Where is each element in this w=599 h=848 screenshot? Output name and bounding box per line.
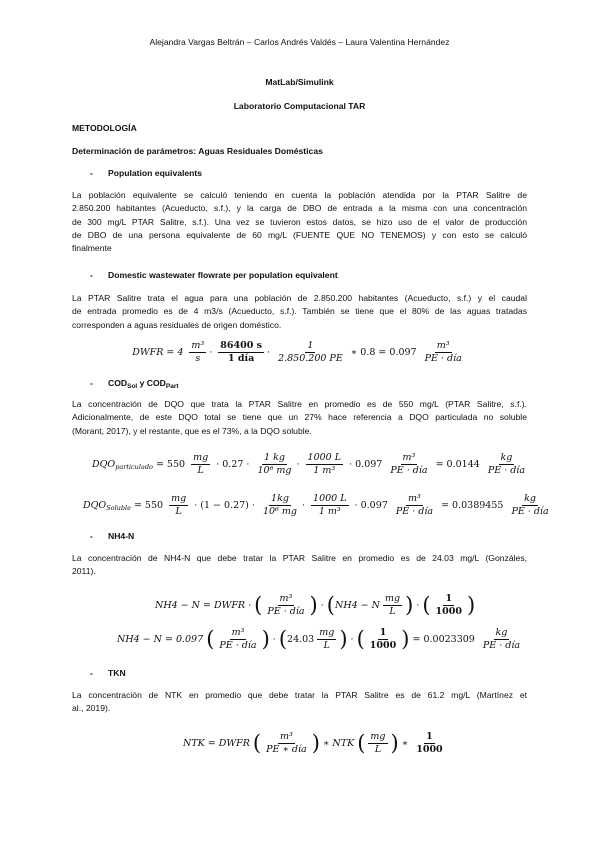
bullet-dash: - (90, 378, 93, 388)
frac-num: 1 kg (264, 452, 285, 463)
eq-term: = 550 (155, 458, 186, 470)
paragraph-line: finalmente (72, 243, 112, 254)
fraction (265, 593, 306, 618)
frac-num: mg (384, 593, 401, 604)
frac-num: mg (319, 627, 335, 638)
frac-den: L (175, 505, 182, 517)
eq-term: · (1 − 0.27) · (194, 499, 255, 511)
frac-den: PE · día (219, 639, 257, 651)
bullet-subscript: Sol (127, 383, 138, 390)
bullet-dash: - (90, 531, 93, 541)
frac-den: s (195, 352, 201, 364)
paragraph-line: de entrada promedio es de 4 m3/s (Acueducto, s.f.). También se tiene que el 80% de las aguas tratadas (72, 306, 527, 317)
frac-den: PE · día (487, 464, 526, 476)
equation-dqo-particulado: $DQO_{particulado} = 550$ $\frac{mg}{L}$ · 0.27 · $\frac{1 kg}{\text{10⁶ mg}}$ · $\frac{1000 L}{\text{1 m³}}$ · 0.097 $\frac{\text{m³}}{\text{PE · día}}$ = 0.0144 $\frac{kg}{\text{PE · día}}$ (92, 452, 526, 476)
frac-den: 1000 (369, 639, 397, 651)
frac-den: 2.850.200 PE (278, 352, 343, 364)
frac-den: PE · día (424, 352, 462, 364)
paragraph-line: (Morant, 2017), y el restante, que es el 73%, a la DQO soluble. (72, 425, 312, 436)
equation-nh4-general: NH4 − N = DWFR · ( $\frac{\text{m³}}{\text{PE · día}}$ ) · (NH4 − N $\frac{mg}{L}$ ) · ( $\frac{1}{1000}$ ) (155, 592, 476, 617)
software-title: MatLab/Simulink (265, 77, 334, 87)
frac-num: kg (524, 493, 536, 504)
eq-term: = 0.0023309 (412, 633, 475, 645)
frac-num: 1 (307, 340, 314, 351)
fraction (434, 593, 464, 618)
eq-term: · 0.097 (354, 499, 388, 511)
subsection-heading-parameters: Determinación de parámetros: Aguas Residuales Domésticas (72, 146, 323, 156)
bullet-cod (90, 377, 179, 392)
frac-num: mg (193, 452, 209, 463)
paragraph-cod (72, 398, 527, 438)
bullet-population-equivalents (90, 167, 202, 180)
fraction (368, 731, 387, 756)
bullet-dash: - (90, 668, 93, 678)
eq-term: = 0.0144 (435, 458, 480, 470)
eq-term: · 0.097 (349, 458, 383, 470)
bullet-flowrate (90, 269, 338, 282)
bullet-label: Domestic wastewater flowrate per population equivalent (108, 270, 338, 280)
fraction (383, 593, 402, 618)
eq-term: NH4 − N = DWFR · (155, 599, 252, 611)
eq-term: = 550 (133, 499, 164, 511)
paragraph-nh4 (72, 552, 527, 579)
eq-term: NTK = DWFR (183, 737, 250, 749)
equation-nh4-value: NH4 − N = 0.097 ( $\frac{\text{m³}}{\text{PE · día}}$ ) · (24.03 $\frac{mg}{L}$ ) · ( $\frac{1}{1000}$ ) = 0.0023309 $\frac{kg}{\text{PE · día}}$ (117, 626, 521, 651)
frac-num: mg (171, 493, 187, 504)
eq-term: = 0.0389455 (441, 499, 504, 511)
frac-num: kg (500, 452, 513, 463)
frac-den: L (389, 605, 396, 617)
frac-den: PE · día (482, 639, 521, 651)
bullet-tkn (90, 667, 126, 680)
frac-num: mg (370, 731, 386, 742)
paragraph-line: de 300 mg/L PTAR Salitre, s.f.). Una vez se tuvieron estos datos, se hizo uso de el valor de producción (72, 216, 527, 227)
lab-title: Laboratorio Computacional TAR (233, 101, 366, 111)
paragraph-line: Adicionalmente, de este DQO total se tiene que un 27% hace referencia a DQO particulada no soluble (72, 412, 527, 423)
fraction (217, 627, 258, 652)
fraction (317, 627, 336, 652)
frac-den: PE · día (395, 505, 434, 517)
bullet-subscript: Part (165, 383, 179, 390)
frac-num: 86400 s (220, 340, 263, 351)
eq-subscript: particulado (115, 462, 153, 471)
paragraph-tkn (72, 689, 527, 716)
fraction (486, 452, 527, 477)
fraction (261, 493, 299, 518)
frac-num: 1 (379, 627, 387, 638)
paragraph-line: 2.850.200 habitantes (Acueducto, s.f.), y la carga de DBO de entrada a la misma con una concentración (72, 203, 527, 214)
fraction (255, 452, 293, 477)
frac-den: 10⁶ mg (262, 505, 297, 517)
frac-num: 1 (426, 731, 433, 742)
fraction (311, 493, 349, 518)
eq-term: ∗ NTK (322, 737, 355, 749)
eq-term: DQO (83, 499, 107, 511)
fraction (414, 731, 444, 756)
authors-header: Alejandra Vargas Beltrán – Carlos Andrés Valdés – Laura Valentina Hernández (149, 37, 450, 47)
frac-num: m³ (279, 593, 293, 604)
equation-ntk: NTK = DWFR ( $\frac{\text{m³}}{\text{PE ∗ día}}$ ) ∗ NTK ( $\frac{mg}{L}$ ) ∗ $\frac{1}{1000}$ (183, 730, 443, 755)
frac-num: m³ (402, 452, 416, 463)
fraction (388, 452, 429, 477)
paragraph-line: 2011). (72, 566, 96, 577)
bullet-label: NH4-N (108, 531, 135, 541)
equation-dqo-soluble: $DQO_{Soluble} = 550$ $\frac{mg}{L}$ · (1 − 0.27) · $\frac{1kg}{\text{10⁶ mg}}$ · $\frac{1000 L}{\text{1 m³}}$ · 0.097 $\frac{\text{m³}}{\text{PE · día}}$ = 0.0389455 $\frac{kg}{\text{PE · día}}$ (83, 493, 549, 517)
paragraph-line: La concentración de NTK en promedio que debe tratar la PTAR Salitre es de 61.2 mg/L (Martínez et (72, 690, 527, 700)
fraction (189, 340, 206, 365)
fraction (509, 493, 550, 518)
frac-den: 1 m³ (313, 464, 336, 476)
fraction (306, 452, 344, 477)
fraction (191, 452, 210, 477)
frac-den: L (197, 464, 204, 476)
section-heading-metodologia: METODOLOGÍA (72, 123, 137, 133)
frac-den: L (374, 743, 382, 755)
paragraph-line: La población equivalente se calculó teniendo en cuenta la población atendida por la PTAR Salitre de (72, 190, 527, 200)
frac-num: 1000 L (307, 452, 342, 463)
fraction (218, 340, 264, 365)
bullet-dash: - (90, 168, 93, 178)
eq-term: DQO (92, 458, 116, 470)
frac-den: L (323, 639, 330, 651)
frac-den: 10⁶ mg (257, 464, 292, 476)
frac-den: 1 día (227, 352, 255, 364)
frac-den: PE · día (267, 605, 305, 617)
frac-num: 1000 L (313, 493, 347, 504)
bullet-label: COD (108, 378, 128, 388)
paragraph-line: La PTAR Salitre trata el agua para una población de 2.850.200 habitantes (Acueducto, s.f.) y el caudal (72, 293, 527, 303)
paragraph-line: La concentración de NH4-N que debe tratar la PTAR Salitre en promedio es de 24.03 mg/L (Gonzáles, (72, 553, 527, 563)
equation-dwfr: DWFR = 4 $\frac{\text{m³}}{s}$ · $\frac{86400 s}{\text{1 día}}$ · $\frac{1}{2.850.200 PE}$ ∗ 0.8 = 0.097 $\frac{\text{m³}}{\text{PE · día}}$ (132, 340, 462, 364)
paragraph-line: La concentración de DQO que trata la PTAR Salitre en promedio es de 550 mg/L (PTAR Salitre, s.f.). (72, 399, 527, 409)
eq-subscript: Soluble (106, 503, 131, 512)
frac-num: 1kg (271, 493, 289, 504)
fraction (368, 627, 398, 652)
frac-den: PE · día (390, 464, 428, 476)
fraction (481, 627, 522, 652)
frac-num: kg (495, 627, 508, 638)
paragraph-flowrate (72, 292, 527, 332)
frac-num: m³ (191, 340, 205, 351)
frac-den: 1000 (416, 743, 443, 755)
frac-den: PE ∗ día (266, 743, 307, 755)
frac-num: m³ (231, 627, 245, 638)
eq-term: NH4 − N (335, 599, 380, 611)
eq-term: · 0.27 · (216, 458, 250, 470)
frac-den: 1 m³ (318, 505, 341, 517)
frac-den: 1000 (435, 605, 462, 617)
frac-den: PE · día (511, 505, 549, 517)
bullet-nh4 (90, 530, 134, 543)
bullet-label: y COD (137, 378, 166, 388)
eq-term: ∗ 0.8 = 0.097 (350, 346, 417, 358)
frac-num: m³ (436, 340, 450, 351)
eq-term: DWFR = 4 (132, 346, 184, 358)
fraction (169, 493, 188, 518)
frac-num: m³ (280, 731, 293, 742)
bullet-dash: - (90, 270, 93, 280)
eq-term: 24.03 (287, 633, 315, 645)
paragraph-line: corresponden a aguas residuales de origen doméstico. (72, 319, 282, 330)
paragraph-line: de DBO de una persona equivalente de 60 mg/L (FUENTE QUE NO TENEMOS) y con esto se calculó (72, 229, 527, 240)
fraction (264, 731, 309, 756)
paragraph-line: al., 2019). (72, 703, 111, 714)
frac-num: 1 (445, 593, 453, 604)
bullet-label: TKN (108, 668, 126, 678)
paragraph-population (72, 189, 527, 256)
fraction (394, 493, 435, 518)
frac-num: m³ (408, 493, 421, 504)
fraction (276, 340, 345, 365)
bullet-label: Population equivalents (108, 168, 203, 178)
eq-term: NH4 − N = 0.097 (117, 633, 204, 645)
fraction (423, 340, 464, 365)
